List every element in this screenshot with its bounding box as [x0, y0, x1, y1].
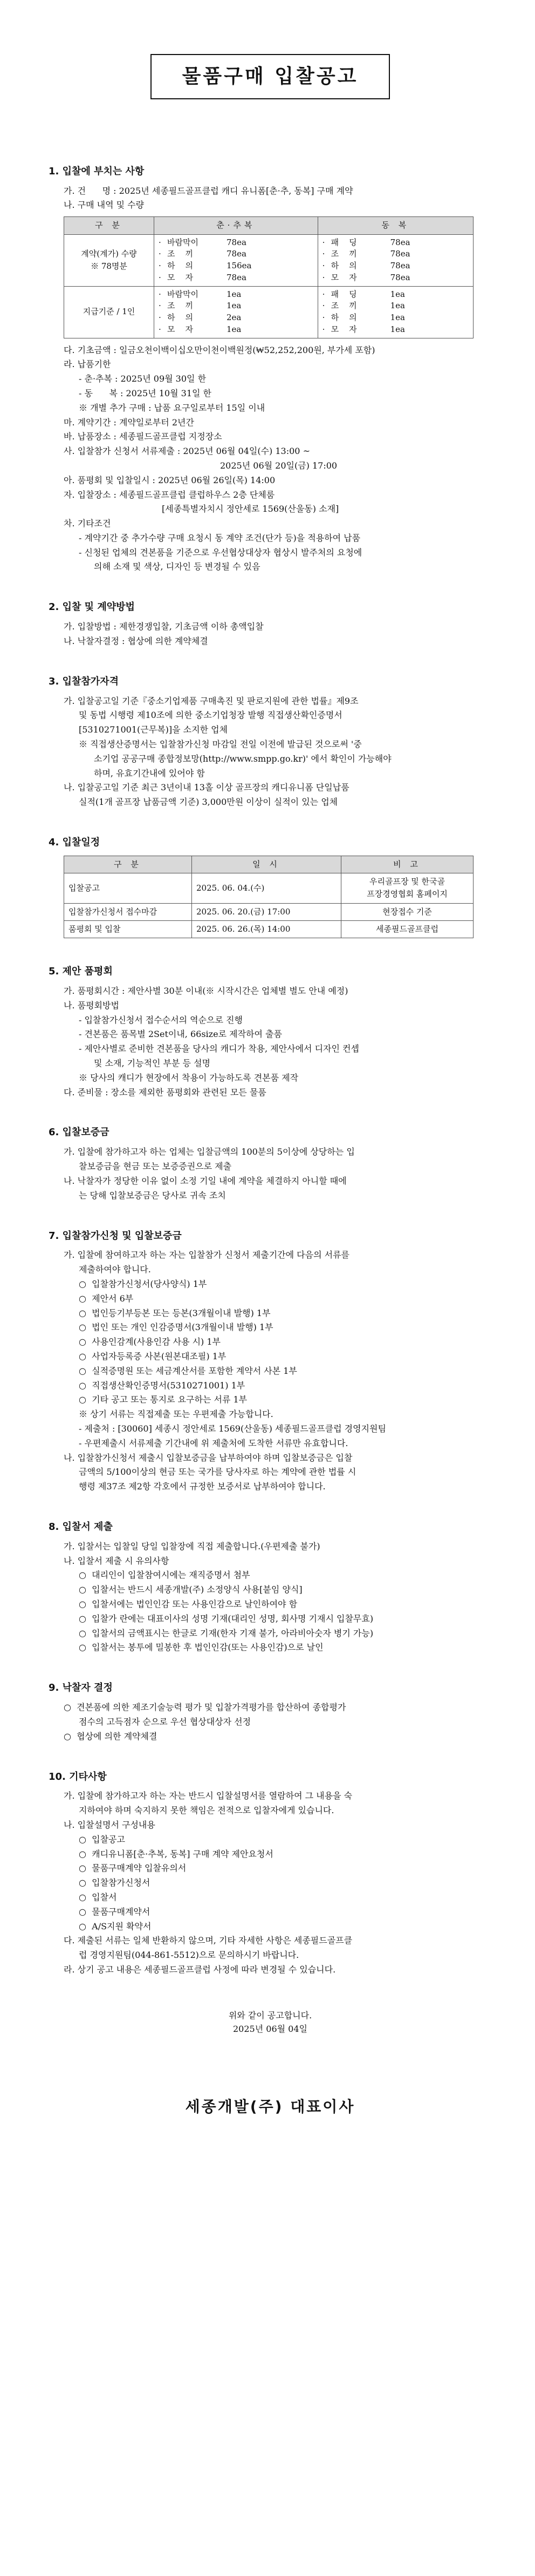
bullet: ·: [159, 289, 161, 299]
bullet: ·: [322, 324, 325, 334]
section-10-heading: 10. 기타사항: [49, 1771, 107, 1782]
row1-chunchu-cell: [154, 234, 318, 286]
s6-item-na2: 는 당해 입찰보증금은 당사로 귀속 조치: [79, 1190, 226, 1201]
list-item: ○ 실적증명원 또는 세금계산서를 포함한 계약서 사본 1부: [79, 1365, 297, 1376]
row2-dong-list: [323, 289, 469, 336]
list-item: [323, 300, 469, 312]
s3-item-na2: 실적(1개 골프장 납품금액 기준) 3,000만원 이상이 실적이 있는 업체: [79, 797, 338, 808]
list-item: [159, 260, 313, 272]
item-name: 조 끼: [331, 301, 357, 311]
bullet: ·: [159, 301, 161, 311]
th-chunchu: 춘·추복: [154, 217, 318, 234]
list-item: ○ 물품구매계약서: [79, 1906, 150, 1917]
section-1: [49, 164, 492, 574]
s5-item-da: 다. 준비물 : 장소를 제외한 품평회와 관련된 모든 물품: [64, 1087, 266, 1097]
s2-item-na: 나. 낙찰자결정 : 협상에 의한 계약체결: [64, 635, 208, 646]
bullet: ·: [159, 324, 161, 334]
list-item: ○ 입찰서의 금액표시는 한글로 기재(한자 기재 불가, 아라비아숫자 병기 가능): [79, 1628, 374, 1638]
item-qty: 78ea: [227, 237, 246, 247]
list-item: [323, 248, 469, 260]
item-name: 하 의: [331, 313, 357, 323]
list-item: [159, 248, 313, 260]
bullet: ·: [322, 249, 325, 259]
th-dong: 동 복: [318, 217, 473, 234]
bid-docs-list: [49, 1833, 492, 1934]
list-item: [323, 237, 469, 249]
item-name: 조 끼: [331, 249, 357, 259]
list-item: [323, 260, 469, 272]
list-item: ○ 입찰참가신청서: [79, 1877, 150, 1888]
item-name: 모 자: [167, 324, 194, 334]
bullet: ·: [159, 237, 161, 247]
page-title: 물품구매 입찰공고: [150, 54, 390, 99]
list-item: [159, 272, 313, 284]
s7-item-ga2: 제출하여야 합니다.: [79, 1264, 151, 1275]
list-item: ○ 물품구매계약 입찰유의서: [79, 1863, 187, 1874]
section-7-heading: 7. 입찰참가신청 및 입찰보증금: [49, 1230, 182, 1242]
item-name: 조 끼: [167, 301, 194, 311]
list-item: ○ 법인 또는 개인 인감증명서(3개월이내 발행) 1부: [79, 1322, 273, 1333]
s10-item-ga2: 지하여야 하며 숙지하지 못한 책임은 전적으로 입찰자에게 있습니다.: [79, 1805, 334, 1816]
s8-item-na: 나. 입찰서 제출 시 유의사항: [64, 1555, 169, 1566]
s7-item-na3: 행령 제37조 제2항 각호에서 규정한 보증서로 납부하여야 합니다.: [79, 1481, 326, 1492]
item-qty: 156ea: [227, 261, 252, 271]
list-item: ○ 사업자등록증 사본(원본대조필) 1부: [79, 1351, 227, 1361]
section-6-heading: 6. 입찰보증금: [49, 1127, 109, 1138]
s7-item-na2: 금액의 5/100이상의 현금 또는 국가를 당사자로 하는 계약에 관한 법률 시: [79, 1467, 356, 1477]
section-3: [49, 674, 492, 809]
sched-cell-3-1: 품평회 및 입찰: [64, 920, 192, 938]
item-qty: 1ea: [390, 313, 405, 323]
s1-item-ma: 마. 계약기간 : 계약일로부터 2년간: [64, 417, 194, 428]
s9-l3: ○ 협상에 의한 계약체결: [64, 1731, 157, 1741]
s6-item-na1: 나. 낙찰자가 정당한 이유 없이 소정 기일 내에 계약을 체결하지 아니할 때에: [64, 1175, 347, 1186]
row2-dong-cell: [318, 286, 473, 338]
item-qty: 78ea: [390, 261, 410, 271]
footer-notice: 위와 같이 공고합니다.: [228, 2010, 312, 2021]
s3-item-ga4: ※ 직접생산증명서는 입찰참가신청 마감일 전일 이전에 발급된 것으로써 '중: [79, 739, 362, 750]
row1-chunchu-list: [159, 237, 313, 284]
section-9: [49, 1680, 492, 1743]
s5-item-na4: 및 소재, 기능적인 부분 등 설명: [94, 1058, 210, 1069]
sched-cell-2-1: 입찰참가신청서 접수마감: [64, 903, 192, 920]
list-item: [159, 324, 313, 336]
item-qty: 1ea: [390, 301, 405, 311]
s7-note1: ※ 상기 서류는 직접제출 또는 우편제출 가능합니다.: [79, 1409, 273, 1420]
bullet: ·: [322, 289, 325, 299]
row1-label: [64, 234, 154, 286]
s1-item-na: 나. 구매 내역 및 수량: [64, 200, 145, 211]
list-item: [159, 312, 313, 324]
section-2: [49, 600, 492, 648]
list-item: [323, 324, 469, 336]
s5-item-na: 나. 품평회방법: [64, 1000, 119, 1011]
sched-th-gubun: 구 분: [64, 856, 192, 873]
s1-item-da: 다. 기초금액 : 일금오천이백이십오만이천이백원정(₩52,252,200원, 부가세 포함): [64, 344, 375, 355]
list-item: [323, 289, 469, 301]
list-item: ○ 제안서 6부: [79, 1293, 134, 1304]
s1-item-cha: 차. 기타조건: [64, 518, 111, 529]
s1-item-a: 아. 품평회 및 입찰일시 : 2025년 06월 26일(목) 14:00: [64, 474, 276, 485]
row1-label-a: 계약(계가) 수량: [81, 248, 137, 259]
sched-cell-3-3: 세종필드골프클럽: [341, 920, 474, 938]
s3-item-ga2: 및 동법 시행령 제10조에 의한 중소기업청장 발행 직접생산확인증명서: [79, 710, 342, 721]
s10-item-ra: 라. 상기 공고 내용은 세종필드골프클럽 사정에 따라 변경될 수 있습니다.: [64, 1964, 336, 1975]
s1-item-ra3: ※ 개별 추가 구매 : 납품 요구일로부터 15일 이내: [79, 402, 265, 413]
s2-item-ga: 가. 입찰방법 : 제한경쟁입찰, 기초금액 이하 총액입찰: [64, 621, 264, 632]
list-item: ○ 입찰서: [79, 1892, 117, 1902]
bullet: ·: [159, 261, 161, 271]
footer: [49, 2009, 492, 2036]
issuer-name: 세종개발(주) 대표이사: [185, 2098, 355, 2116]
list-item: ○ 입찰서에는 법인인감 또는 사용인감으로 날인하여야 함: [79, 1599, 298, 1610]
sched-cell-2-2: 2025. 06. 20.(금) 17:00: [192, 903, 341, 920]
table-row: [64, 873, 474, 904]
item-name: 모 자: [167, 272, 194, 282]
s1-item-ja2: [세종특별자치시 정안세로 1569(산울동) 소재]: [162, 504, 339, 514]
s10-item-ga1: 가. 입찰에 참가하고자 하는 자는 반드시 입찰설명서를 열람하여 그 내용을 숙: [64, 1791, 353, 1801]
item-name: 하 의: [331, 261, 357, 271]
s1-item-ra1: - 춘·추복 : 2025년 09월 30일 한: [79, 374, 207, 384]
item-qty: 1ea: [227, 301, 242, 311]
s5-item-ga: 가. 품평회시간 : 제안사별 30분 이내(※ 시작시간은 업체별 별도 안내 예정): [64, 986, 348, 996]
row1-label-b: ※ 78명분: [91, 261, 127, 272]
s7-note3: - 우편제출시 서류제출 기간내에 위 제출처에 도착한 서류만 유효합니다.: [79, 1438, 348, 1448]
schedule-table: [64, 856, 474, 938]
item-name: 하 의: [167, 261, 194, 271]
section-4-heading: 4. 입찰일정: [49, 837, 100, 849]
s7-note2: - 제출처 : [30060] 세종시 정안세로 1569(산울동) 세종필드골프클럽 경영지원팀: [79, 1423, 386, 1434]
s10-item-na: 나. 입찰설명서 구성내용: [64, 1819, 155, 1830]
sched-note-b: 프장경영협회 홈페이지: [367, 889, 448, 899]
list-item: ○ 대리인이 입찰참여시에는 재직증명서 첨부: [79, 1570, 250, 1581]
list-item: ○ 캐디유니폼[춘·추복, 동복] 구매 계약 제안요청서: [79, 1848, 273, 1859]
s5-item-na3: - 제안사별로 준비한 견본품을 당사의 캐디가 착용, 제안사에서 디자인 컨셉: [79, 1043, 359, 1054]
s5-item-na1: - 입찰참가신청서 접수순서의 역순으로 진행: [79, 1014, 243, 1025]
item-qty: 78ea: [390, 249, 410, 259]
s1-item-ga: 가. 건 명 : 2025년 세종필드골프클럽 캐디 유니폼[춘·추, 동복] 구매 계약: [64, 185, 353, 196]
item-name: 바람막이: [167, 237, 198, 247]
bullet: ·: [322, 261, 325, 271]
list-item: ○ 입찰참가신청서(당사양식) 1부: [79, 1279, 207, 1289]
item-name: 모 자: [331, 272, 357, 282]
section-2-heading: 2. 입찰 및 계약방법: [49, 601, 135, 613]
s1-item-sa: 사. 입찰참가 신청서 서류제출 : 2025년 06월 04일(수) 13:00 ~: [64, 446, 310, 457]
list-item: ○ 입찰서는 봉투에 밀봉한 후 법인인감(또는 사용인감)으로 날인: [79, 1642, 324, 1653]
list-item: ○ 입찰공고: [79, 1834, 125, 1845]
section-4: [49, 835, 492, 938]
sched-cell-1-1: 입찰공고: [64, 873, 192, 904]
s3-item-ga6: 하며, 유효기간내에 있어야 함: [94, 768, 205, 778]
s6-item-ga2: 찰보증금을 현금 또는 보증증권으로 제출: [79, 1161, 232, 1172]
item-qty: 1ea: [390, 324, 405, 334]
row2-chunchu-cell: [154, 286, 318, 338]
s1-item-ja: 자. 입찰장소 : 세종필드골프클럽 클럽하우스 2층 단체룸: [64, 489, 275, 500]
item-qty: 78ea: [227, 272, 246, 282]
table-row: [64, 903, 474, 920]
sched-note-a: 우리골프장 및 한국골: [369, 877, 445, 887]
item-name: 바람막이: [167, 289, 198, 299]
list-item: [323, 272, 469, 284]
item-qty: 78ea: [390, 237, 410, 247]
th-gubun: 구 분: [64, 217, 154, 234]
bullet: ·: [159, 249, 161, 259]
list-item: ○ 직접생산확인증명서(5310271001) 1부: [79, 1380, 245, 1391]
item-name: 모 자: [331, 324, 357, 334]
s1-item-cha2: - 신청된 업체의 견본품을 기준으로 우선협상대상자 협상시 발주처의 요청에: [79, 547, 362, 558]
list-item: ○ A/S지원 확약서: [79, 1921, 152, 1931]
sched-th-note: 비 고: [341, 856, 474, 873]
row2-label: 지급기준 / 1인: [64, 286, 154, 338]
s3-item-ga3: [5310271001(근무복)]을 소지한 업체: [79, 724, 228, 735]
s1-item-sa2: 2025년 06월 20일(금) 17:00: [220, 460, 338, 471]
section-9-heading: 9. 낙찰자 결정: [49, 1682, 113, 1694]
item-qty: 1ea: [390, 289, 405, 299]
s7-item-na1: 나. 입찰참가신청서 제출시 입찰보증금을 납부하여야 하며 입찰보증금은 입찰: [64, 1452, 353, 1463]
s1-item-ba: 바. 납품장소 : 세종필드골프클럽 지정장소: [64, 431, 222, 442]
sched-cell-1-2: 2025. 06. 04.(수): [192, 873, 341, 904]
section-1-heading: 1. 입찰에 부치는 사항: [49, 165, 145, 177]
s9-l1: ○ 견본품에 의한 제조기술능력 평가 및 입찰가격평가를 합산하여 종합평가: [64, 1702, 346, 1713]
sched-cell-3-2: 2025. 06. 26.(목) 14:00: [192, 920, 341, 938]
bullet: ·: [322, 301, 325, 311]
s10-item-da2: 럽 경영지원팀(044-861-5512)으로 문의하시기 바랍니다.: [79, 1950, 299, 1961]
s3-item-ga1: 가. 입찰공고일 기준『중소기업제품 구매촉진 및 판로지원에 관한 법률』제9조: [64, 695, 359, 706]
section-8: [49, 1520, 492, 1655]
section-5-heading: 5. 제안 품평회: [49, 966, 113, 978]
s8-item-ga: 가. 입찰서는 입찰일 당일 입찰장에 직접 제출합니다.(우편제출 불가): [64, 1541, 320, 1551]
s6-item-ga1: 가. 입찰에 참가하고자 하는 업체는 입찰금액의 100분의 5이상에 상당하는 입: [64, 1147, 355, 1157]
item-qty: 1ea: [227, 324, 242, 334]
section-10: [49, 1770, 492, 1977]
item-name: 패 딩: [331, 289, 357, 299]
bullet: ·: [322, 237, 325, 247]
list-item: [159, 237, 313, 249]
bullet: ·: [159, 313, 161, 323]
table-row: [64, 920, 474, 938]
row1-dong-cell: [318, 234, 473, 286]
item-name: 패 딩: [331, 237, 357, 247]
list-item: [323, 312, 469, 324]
list-item: ○ 사용인감계(사용인감 사용 시) 1부: [79, 1337, 221, 1347]
section-7: [49, 1229, 492, 1494]
bullet: ·: [159, 272, 161, 282]
list-item: ○ 기타 공고 또는 통지로 요구하는 서류 1부: [79, 1394, 248, 1405]
purchase-quantity-table: [64, 216, 474, 338]
item-name: 하 의: [167, 313, 194, 323]
section-8-heading: 8. 입찰서 제출: [49, 1521, 113, 1533]
row2-chunchu-list: [159, 289, 313, 336]
list-item: ○ 입찰가 란에는 대표이사의 성명 기재(대리인 성명, 회사명 기재시 입찰무효): [79, 1613, 374, 1624]
list-item: [159, 289, 313, 301]
item-qty: 2ea: [227, 313, 242, 323]
footer-date: 2025년 06월 04일: [233, 2023, 307, 2034]
required-documents-list: [49, 1278, 492, 1407]
item-qty: 78ea: [227, 249, 246, 259]
section-5: [49, 964, 492, 1099]
s9-l2: 점수의 고득점자 순으로 우선 협상대상자 선정: [79, 1716, 251, 1727]
bullet: ·: [322, 313, 325, 323]
list-item: ○ 법인등기부등본 또는 등본(3개월이내 발행) 1부: [79, 1307, 271, 1318]
item-qty: 1ea: [227, 289, 242, 299]
section-3-heading: 3. 입찰참가자격: [49, 675, 119, 687]
bullet: ·: [322, 272, 325, 282]
s10-item-da1: 다. 제출된 서류는 일체 반환하지 않으며, 기타 자세한 사항은 세종필드골프클: [64, 1935, 353, 1946]
submission-notes-list: [49, 1569, 492, 1655]
section-6: [49, 1125, 492, 1202]
s1-item-cha1: - 계약기간 중 추가수량 구매 요청시 동 계약 조건(단가 등)을 적용하여 납품: [79, 532, 361, 543]
sched-th-datetime: 일 시: [192, 856, 341, 873]
s7-item-ga1: 가. 입찰에 참여하고자 하는 자는 입찰참가 신청서 제출기간에 다음의 서류를: [64, 1250, 349, 1260]
s3-item-ga5: 소기업 공공구매 종합정보망(http://www.smpp.go.kr)' 에서 확인이 가능해야: [94, 753, 392, 764]
s1-item-ra2: - 동 복 : 2025년 10월 31일 한: [79, 388, 212, 398]
row1-dong-list: [323, 237, 469, 284]
s5-item-na2: - 견본품은 품목별 2Set이내, 66size로 제작하여 출품: [79, 1029, 282, 1040]
sched-cell-1-3: [341, 873, 474, 904]
s5-item-na5: ※ 당사의 캐디가 현장에서 착용이 가능하도록 견본품 제작: [79, 1072, 299, 1083]
list-item: ○ 입찰서는 반드시 세종개발(주) 소정양식 사용[붙임 양식]: [79, 1584, 303, 1595]
s1-item-ra: 라. 납품기한: [64, 359, 111, 370]
s1-item-cha3: 의해 소재 및 색상, 디자인 등 변경될 수 있음: [94, 561, 260, 572]
sched-cell-2-3: 현장접수 기준: [341, 903, 474, 920]
s3-item-na1: 나. 입찰공고일 기준 최근 3년이내 13홀 이상 골프장의 캐디유니폼 단일납품: [64, 782, 349, 793]
item-name: 조 끼: [167, 249, 194, 259]
list-item: [159, 300, 313, 312]
item-qty: 78ea: [390, 272, 410, 282]
